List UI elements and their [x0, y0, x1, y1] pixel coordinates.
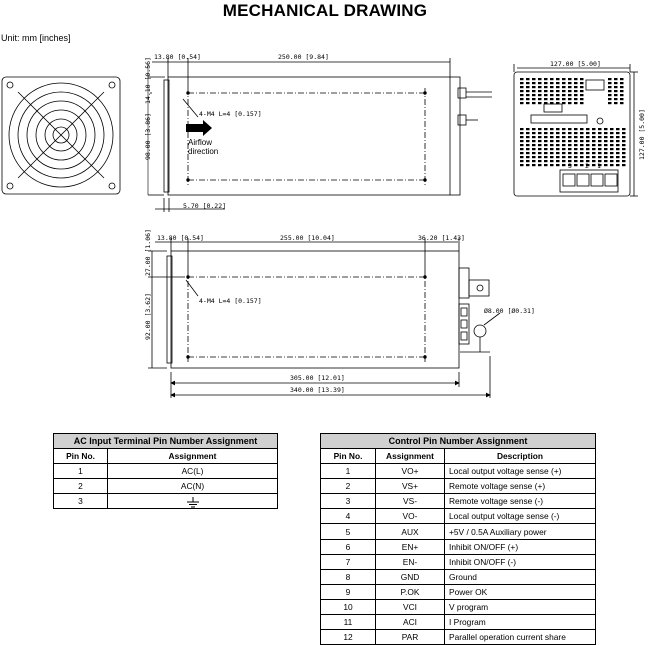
- table-row: [321, 509, 596, 524]
- control-description: Parallel operation current share: [445, 630, 596, 645]
- ac-input-table: [53, 433, 278, 509]
- dim-top-14-10: 14.10 [0.56]: [144, 57, 152, 104]
- table-row: [321, 539, 596, 554]
- control-header-pin: Pin No.: [321, 449, 376, 464]
- table-row: [321, 569, 596, 584]
- dim-side-92: 92.00 [3.62]: [144, 293, 152, 340]
- control-description: I Program: [445, 615, 596, 630]
- airflow-label-2: direction: [188, 147, 219, 156]
- airflow-label-1: Airflow: [188, 138, 213, 147]
- control-assignment: PAR: [376, 630, 445, 645]
- ac-assignment: AC(L): [108, 464, 278, 479]
- control-pin: 7: [321, 554, 376, 569]
- control-pin: 1: [321, 464, 376, 479]
- control-pin: 9: [321, 584, 376, 599]
- control-description: Local output voltage sense (+): [445, 464, 596, 479]
- control-pin: 6: [321, 539, 376, 554]
- control-assignment: VO+: [376, 464, 445, 479]
- table-row: [54, 464, 278, 479]
- terminal-number-1: 1: [597, 162, 601, 170]
- control-description: Power OK: [445, 584, 596, 599]
- control-pin: 10: [321, 599, 376, 614]
- table-row: [321, 630, 596, 645]
- control-assignment: EN-: [376, 554, 445, 569]
- ac-pin: 2: [54, 479, 108, 494]
- table-row: [54, 479, 278, 494]
- unit-note: Unit: mm [inches]: [1, 33, 71, 43]
- control-description: Ground: [445, 569, 596, 584]
- table-row: [321, 464, 596, 479]
- dim-side-36-20: 36.20 [1.43]: [418, 234, 465, 242]
- dim-side-255: 255.00 [10.04]: [280, 234, 335, 242]
- control-pin: 11: [321, 615, 376, 630]
- control-description: Inhibit ON/OFF (-): [445, 554, 596, 569]
- control-pin: 8: [321, 569, 376, 584]
- control-description: Local output voltage sense (-): [445, 509, 596, 524]
- fan-guard-view: [2, 77, 120, 194]
- table-row: [321, 599, 596, 614]
- control-pin: 12: [321, 630, 376, 645]
- ac-assignment: AC(N): [108, 479, 278, 494]
- dim-side-hole: Ø8.00 [Ø0.31]: [484, 307, 535, 315]
- ac-assignment-ground: [108, 494, 278, 509]
- control-header-assignment: Assignment: [376, 449, 445, 464]
- table-row: [321, 554, 596, 569]
- airflow-arrow-icon: [186, 120, 212, 136]
- control-header-description: Description: [445, 449, 596, 464]
- ac-pin: 3: [54, 494, 108, 509]
- control-pin-table: [320, 433, 596, 645]
- control-description: +5V / 0.5A Auxiliary power: [445, 524, 596, 539]
- terminal-number-2: 2: [585, 162, 589, 170]
- dim-front-width: 127.00 [5.00]: [550, 60, 601, 68]
- control-pin: 4: [321, 509, 376, 524]
- dim-side-27: 27.00 [1.06]: [144, 229, 152, 276]
- control-description: Inhibit ON/OFF (+): [445, 539, 596, 554]
- top-view: [148, 58, 492, 212]
- control-table-title: Control Pin Number Assignment: [321, 434, 596, 449]
- control-assignment: VCI: [376, 599, 445, 614]
- dim-top-98: 98.00 [3.86]: [144, 113, 152, 160]
- control-assignment: VS+: [376, 479, 445, 494]
- dim-side-305: 305.00 [12.01]: [290, 374, 345, 382]
- control-assignment: AUX: [376, 524, 445, 539]
- control-assignment: GND: [376, 569, 445, 584]
- ac-table-title: AC Input Terminal Pin Number Assignment: [54, 434, 278, 449]
- table-row: [54, 494, 278, 509]
- table-row: [321, 479, 596, 494]
- control-assignment: VS-: [376, 494, 445, 509]
- control-assignment: VO-: [376, 509, 445, 524]
- dim-side-13-80: 13.80 [0.54]: [157, 234, 204, 242]
- control-assignment: EN+: [376, 539, 445, 554]
- control-assignment: P.OK: [376, 584, 445, 599]
- control-pin: 5: [321, 524, 376, 539]
- table-row: [321, 584, 596, 599]
- ac-pin: 1: [54, 464, 108, 479]
- dim-side-340: 340.00 [13.39]: [290, 386, 345, 394]
- control-description: Remote voltage sense (-): [445, 494, 596, 509]
- ac-header-assignment: Assignment: [108, 449, 278, 464]
- dim-top-5-70: 5.70 [0.22]: [183, 202, 227, 210]
- control-pin: 3: [321, 494, 376, 509]
- screw-note-side: 4-M4 L=4 [0.157]: [199, 297, 262, 305]
- table-row: [321, 524, 596, 539]
- terminal-number-3: 3: [568, 162, 572, 170]
- dim-top-13-80: 13.80 [0.54]: [154, 53, 201, 61]
- dim-top-250: 250.00 [9.84]: [278, 53, 329, 61]
- dim-front-height: 127.00 [5.00]: [638, 109, 646, 160]
- page-title: MECHANICAL DRAWING: [222, 1, 428, 20]
- ac-header-pin: Pin No.: [54, 449, 108, 464]
- front-vent-slots: [520, 78, 626, 166]
- ground-symbol-icon: [187, 497, 199, 508]
- control-assignment: ACI: [376, 615, 445, 630]
- table-row: [321, 615, 596, 630]
- control-description: Remote voltage sense (+): [445, 479, 596, 494]
- table-row: [321, 494, 596, 509]
- control-pin: 2: [321, 479, 376, 494]
- screw-note-top: 4-M4 L=4 [0.157]: [199, 110, 262, 118]
- control-description: V program: [445, 599, 596, 614]
